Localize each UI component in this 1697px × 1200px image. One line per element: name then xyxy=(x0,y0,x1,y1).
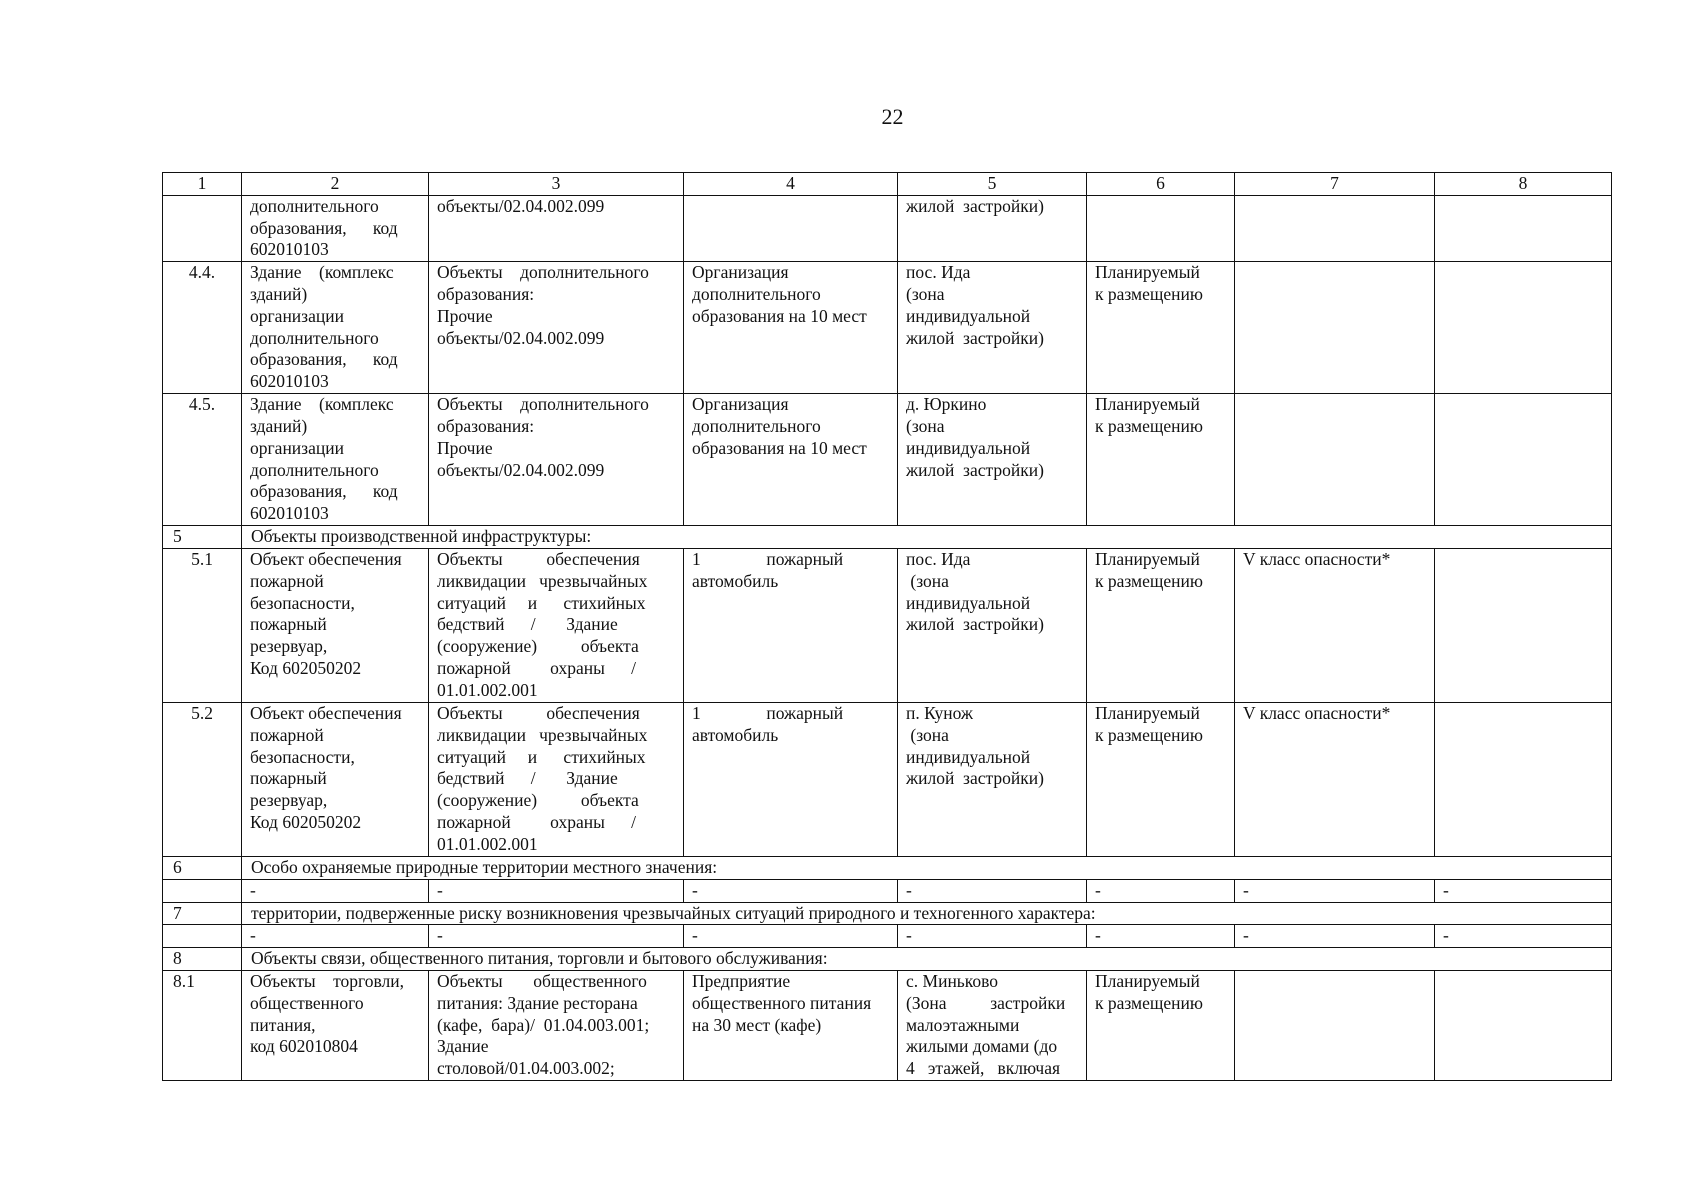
header-cell: 7 xyxy=(1235,173,1435,196)
object-type-cell xyxy=(429,548,684,702)
cell-line: жилой застройки) xyxy=(906,327,1044,348)
table-row xyxy=(163,394,1612,526)
cell-line: ситуаций и стихийных xyxy=(437,746,646,767)
cell-line: бедствий / Здание xyxy=(437,614,618,635)
cell-line: жилой застройки) xyxy=(906,614,1044,635)
row-number-cell xyxy=(163,195,242,261)
location-cell xyxy=(898,548,1087,702)
cell-line: Код 602050202 xyxy=(250,657,362,678)
characteristics-cell xyxy=(684,262,898,394)
cell-line: 01.01.002.001 xyxy=(437,833,538,854)
cell-line: дополнительного xyxy=(250,327,379,348)
cell-line: пос. Ида xyxy=(906,548,971,569)
cell-line: резервуар, xyxy=(250,790,328,811)
dash-cell: - xyxy=(242,925,429,948)
object-type-cell xyxy=(429,195,684,261)
object-name-cell xyxy=(242,970,429,1080)
cell-line: код 602010804 xyxy=(250,1036,358,1057)
cell-line: организации xyxy=(250,437,344,458)
header-cell: 8 xyxy=(1435,173,1612,196)
object-type-cell xyxy=(429,970,684,1080)
cell-line: Планируемый xyxy=(1095,262,1200,283)
dash-cell: - xyxy=(898,879,1087,902)
cell-line: к размещению xyxy=(1095,415,1203,436)
cell-line: пос. Ида xyxy=(906,262,971,283)
cell-line: Объекты обеспечения xyxy=(437,548,640,569)
planning-table xyxy=(162,172,1612,1081)
cell-line: Планируемый xyxy=(1095,702,1200,723)
cell-line: жилой застройки) xyxy=(906,459,1044,480)
empty-cell xyxy=(163,879,242,902)
status-cell xyxy=(1087,262,1235,394)
header-cell: 4 xyxy=(684,173,898,196)
characteristics-cell xyxy=(684,394,898,526)
characteristics-cell xyxy=(684,970,898,1080)
cell-line: объекты/02.04.002.099 xyxy=(437,459,605,480)
cell-line: Планируемый xyxy=(1095,394,1200,415)
section-title-cell: территории, подверженные риску возникновения чрезвычайных ситуаций природного и техногенного характера: xyxy=(242,902,1612,925)
location-cell xyxy=(898,195,1087,261)
empty-row xyxy=(163,879,1612,902)
cell-line: зданий) xyxy=(250,283,308,304)
status-cell xyxy=(1087,702,1235,856)
table-row xyxy=(163,262,1612,394)
section-number-cell: 5 xyxy=(163,526,242,549)
cell-line: к размещению xyxy=(1095,570,1203,591)
cell-line: Объекты торговли, xyxy=(250,970,405,991)
location-cell xyxy=(898,262,1087,394)
cell-line: образования на 10 мест xyxy=(692,437,867,458)
cell-line: пожарной xyxy=(250,570,324,591)
cell-line: (зона xyxy=(906,724,949,745)
section-row xyxy=(163,948,1612,971)
header-cell: 6 xyxy=(1087,173,1235,196)
cell-line: индивидуальной xyxy=(906,437,1031,458)
cell-line: безопасности, xyxy=(250,746,355,767)
row-number-cell: 8.1 xyxy=(163,970,242,1080)
zone-cell xyxy=(1235,262,1435,394)
cell-line: (зона xyxy=(906,415,945,436)
note-cell xyxy=(1435,970,1612,1080)
cell-line: Объект обеспечения xyxy=(250,702,402,723)
cell-line: (Зона застройки xyxy=(906,992,1066,1013)
empty-cell xyxy=(163,925,242,948)
cell-line: 1 пожарный xyxy=(692,548,844,569)
cell-line: общественного питания xyxy=(692,992,872,1013)
object-type-cell xyxy=(429,394,684,526)
object-type-cell xyxy=(429,702,684,856)
characteristics-cell xyxy=(684,195,898,261)
cell-line: Объект обеспечения xyxy=(250,548,402,569)
cell-line: дополнительного xyxy=(692,283,821,304)
cell-line: Объекты общественного xyxy=(437,970,647,991)
cell-line: 1 пожарный xyxy=(692,702,844,723)
cell-line: ликвидации чрезвычайных xyxy=(437,724,648,745)
header-cell: 1 xyxy=(163,173,242,196)
cell-line: Планируемый xyxy=(1095,970,1200,991)
cell-line: бедствий / Здание xyxy=(437,768,618,789)
cell-line: Прочие xyxy=(437,305,493,326)
section-number-cell: 8 xyxy=(163,948,242,971)
cell-line: 01.01.002.001 xyxy=(437,679,538,700)
page-number: 22 xyxy=(881,104,904,129)
cell-line: 4 этажей, включая xyxy=(906,1058,1061,1079)
section-title-cell: Объекты производственной инфраструктуры: xyxy=(242,526,1612,549)
section-row xyxy=(163,856,1612,879)
cell-line: общественного xyxy=(250,992,364,1013)
cell-line: индивидуальной xyxy=(906,305,1031,326)
cell-line: индивидуальной xyxy=(906,592,1031,613)
dash-cell: - xyxy=(429,879,684,902)
cell-line: питания, xyxy=(250,1014,316,1035)
cell-line: образования: xyxy=(437,415,535,436)
cell-line: Организация xyxy=(692,262,789,283)
cell-line: автомобиль xyxy=(692,724,779,745)
cell-line: жилыми домами (до xyxy=(906,1036,1058,1057)
cell-line: образования, код xyxy=(250,481,398,502)
cell-line: питания: Здание ресторана xyxy=(437,992,638,1013)
cell-line: дополнительного xyxy=(250,195,379,216)
object-name-cell xyxy=(242,195,429,261)
cell-line: резервуар, xyxy=(250,636,328,657)
row-number-cell: 5.1 xyxy=(163,548,242,702)
cell-line: индивидуальной xyxy=(906,746,1031,767)
cell-line: 602010103 xyxy=(250,503,329,524)
cell-line: Здание xyxy=(437,1036,489,1057)
cell-line: образования: xyxy=(437,283,535,304)
object-name-cell xyxy=(242,702,429,856)
cell-line: автомобиль xyxy=(692,570,779,591)
cell-line: зданий) xyxy=(250,415,308,436)
cell-line: Прочие xyxy=(437,437,493,458)
object-name-cell xyxy=(242,394,429,526)
cell-line: пожарной xyxy=(250,724,324,745)
object-name-cell xyxy=(242,548,429,702)
cell-line: п. Кунож xyxy=(906,702,973,723)
cell-line: пожарной охраны / xyxy=(437,657,636,678)
dash-cell: - xyxy=(898,925,1087,948)
dash-cell: - xyxy=(684,925,898,948)
section-row xyxy=(163,902,1612,925)
cell-line: организации xyxy=(250,305,344,326)
status-cell xyxy=(1087,195,1235,261)
object-type-cell xyxy=(429,262,684,394)
cell-line: (кафе, бара)/ 01.04.003.001; xyxy=(437,1014,650,1035)
cell-line: дополнительного xyxy=(250,459,379,480)
cell-line: пожарной охраны / xyxy=(437,811,636,832)
status-cell xyxy=(1087,970,1235,1080)
section-title-cell: Особо охраняемые природные территории местного значения: xyxy=(242,856,1612,879)
hazard-class-cell: V класс опасности* xyxy=(1235,702,1435,856)
cell-line: д. Юркино xyxy=(906,394,987,415)
table-row xyxy=(163,970,1612,1080)
dash-cell: - xyxy=(1087,879,1235,902)
cell-line: Объекты дополнительного xyxy=(437,262,649,283)
cell-line: Планируемый xyxy=(1095,548,1200,569)
cell-line: (сооружение) объекта xyxy=(437,790,639,811)
dash-cell: - xyxy=(1087,925,1235,948)
dash-cell: - xyxy=(1435,879,1612,902)
zone-cell xyxy=(1235,970,1435,1080)
cell-line: 602010103 xyxy=(250,371,329,392)
table-row xyxy=(163,548,1612,702)
location-cell xyxy=(898,394,1087,526)
zone-cell xyxy=(1235,195,1435,261)
dash-cell: - xyxy=(1235,879,1435,902)
cell-line: (зона xyxy=(906,570,949,591)
location-cell xyxy=(898,970,1087,1080)
cell-line: (сооружение) объекта xyxy=(437,636,639,657)
section-title-cell: Объекты связи, общественного питания, торговли и бытового обслуживания: xyxy=(242,948,1612,971)
cell-line: пожарный xyxy=(250,614,327,635)
cell-line: пожарный xyxy=(250,768,327,789)
row-number-cell: 5.2 xyxy=(163,702,242,856)
cell-line: образования, код xyxy=(250,217,398,238)
section-number-cell: 7 xyxy=(163,902,242,925)
cell-line: к размещению xyxy=(1095,724,1203,745)
dash-cell: - xyxy=(1235,925,1435,948)
cell-line: к размещению xyxy=(1095,283,1203,304)
table-row xyxy=(163,702,1612,856)
characteristics-cell xyxy=(684,702,898,856)
header-cell: 5 xyxy=(898,173,1087,196)
note-cell xyxy=(1435,262,1612,394)
cell-line: ситуаций и стихийных xyxy=(437,592,646,613)
cell-line: к размещению xyxy=(1095,992,1203,1013)
dash-cell: - xyxy=(1435,925,1612,948)
cell-line: жилой застройки) xyxy=(906,768,1044,789)
cell-line: Организация xyxy=(692,394,789,415)
section-number-cell: 6 xyxy=(163,856,242,879)
section-row xyxy=(163,526,1612,549)
cell-line: на 30 мест (кафе) xyxy=(692,1014,822,1035)
object-name-cell xyxy=(242,262,429,394)
cell-line: жилой застройки) xyxy=(906,195,1044,216)
header-cell: 3 xyxy=(429,173,684,196)
cell-line: Здание (комплекс xyxy=(250,262,394,283)
note-cell xyxy=(1435,702,1612,856)
cell-line: Объекты дополнительного xyxy=(437,394,649,415)
table-header-row xyxy=(163,173,1612,196)
cell-line: дополнительного xyxy=(692,415,821,436)
status-cell xyxy=(1087,394,1235,526)
cell-line: ликвидации чрезвычайных xyxy=(437,570,648,591)
note-cell xyxy=(1435,195,1612,261)
cell-line: объекты/02.04.002.099 xyxy=(437,327,605,348)
cell-line: безопасности, xyxy=(250,592,355,613)
cell-line: 602010103 xyxy=(250,239,329,260)
cell-line: образования на 10 мест xyxy=(692,305,867,326)
cell-line: объекты/02.04.002.099 xyxy=(437,195,605,216)
row-number-cell: 4.4. xyxy=(163,262,242,394)
header-cell: 2 xyxy=(242,173,429,196)
cell-line: столовой/01.04.003.002; xyxy=(437,1058,615,1079)
dash-cell: - xyxy=(429,925,684,948)
dash-cell: - xyxy=(684,879,898,902)
cell-line: (зона xyxy=(906,283,945,304)
characteristics-cell xyxy=(684,548,898,702)
table-row xyxy=(163,195,1612,261)
cell-line: Предприятие xyxy=(692,970,791,991)
zone-cell xyxy=(1235,394,1435,526)
cell-line: малоэтажными xyxy=(906,1014,1020,1035)
empty-row xyxy=(163,925,1612,948)
hazard-class-cell: V класс опасности* xyxy=(1235,548,1435,702)
cell-line: образования, код xyxy=(250,349,398,370)
note-cell xyxy=(1435,394,1612,526)
cell-line: Объекты обеспечения xyxy=(437,702,640,723)
cell-line: Код 602050202 xyxy=(250,811,362,832)
row-number-cell: 4.5. xyxy=(163,394,242,526)
cell-line: Здание (комплекс xyxy=(250,394,394,415)
dash-cell: - xyxy=(242,879,429,902)
note-cell xyxy=(1435,548,1612,702)
status-cell xyxy=(1087,548,1235,702)
location-cell xyxy=(898,702,1087,856)
cell-line: с. Миньково xyxy=(906,970,999,991)
